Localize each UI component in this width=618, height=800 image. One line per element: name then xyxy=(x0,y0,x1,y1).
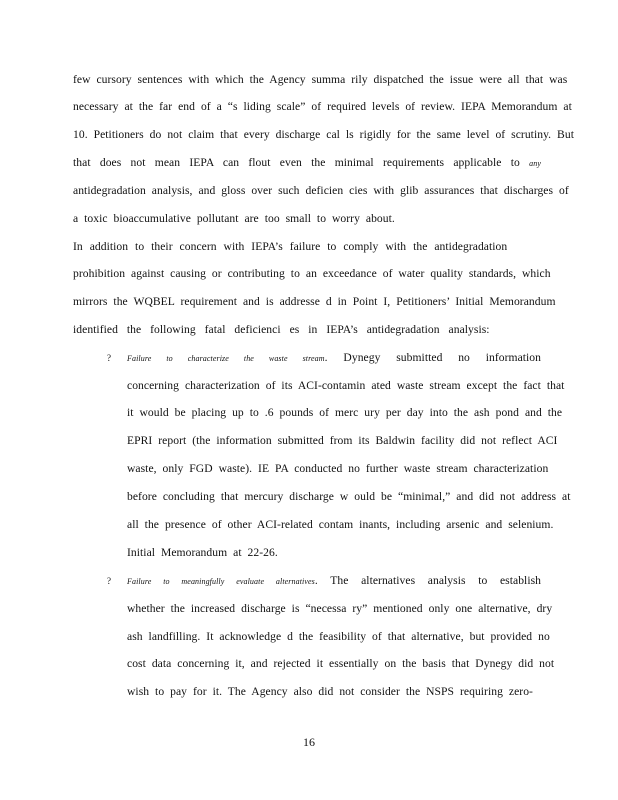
bullet-2-first-rest: . The alternatives analysis to establish xyxy=(314,574,541,587)
paragraph-1-line-4 xyxy=(73,156,541,171)
paragraph-2-line-3: mirrors the WQBEL requirement and is addresse d in Point I, Petitioners’ Initial Memorandum xyxy=(73,295,556,308)
paragraph-1-line-3: 10. Petitioners do not claim that every discharge cal ls rigidly for the same level of scrutiny. But xyxy=(73,128,574,141)
paragraph-1-line-2: necessary at the far end of a “s liding scale” of required levels of review. IEPA Memorandum at xyxy=(73,100,572,113)
emphasis-any: any xyxy=(529,159,541,168)
bullet-1-line-6: before concluding that mercury discharge w ould be “minimal,” and did not address at xyxy=(127,490,571,503)
paragraph-2-line-4: identified the following fatal deficienci es in IEPA’s antidegradation analysis: xyxy=(73,323,490,336)
bullet-2-line-1 xyxy=(127,574,541,589)
bullet-1-line-1 xyxy=(127,351,541,366)
bullet-2-line-4: cost data concerning it, and rejected it essentially on the basis that Dynegy did not xyxy=(127,657,555,670)
bullet-1-line-4: EPRI report (the information submitted from its Baldwin facility did not reflect ACI xyxy=(127,434,558,447)
page-number: 16 xyxy=(303,735,315,749)
paragraph-1-line-6: a toxic bioaccumulative pollutant are too small to worry about. xyxy=(73,212,395,225)
bullet-1-line-3: it would be placing up to .6 pounds of merc ury per day into the ash pond and the xyxy=(127,406,563,419)
paragraph-1-line-1: few cursory sentences with which the Agency summa rily dispatched the issue were all that was xyxy=(73,73,568,86)
bullet-1-first-rest: . Dynegy submitted no information xyxy=(324,351,541,364)
bullet-2-marker: ? xyxy=(107,576,111,586)
bullet-1-line-7: all the presence of other ACI-related contam inants, including arsenic and selenium. xyxy=(127,518,554,531)
paragraph-1-line-4-text: that does not mean IEPA can flout even the minimal requirements applicable to xyxy=(73,156,520,169)
paragraph-2-line-1: In addition to their concern with IEPA’s failure to comply with the antidegradation xyxy=(73,240,508,253)
bullet-2-heading: Failure to meaningfully evaluate alternatives xyxy=(127,577,315,586)
bullet-1-heading: Failure to characterize the waste stream xyxy=(127,354,325,363)
bullet-2-line-5: wish to pay for it. The Agency also did not consider the NSPS requiring zero- xyxy=(127,685,533,698)
bullet-2-line-2: whether the increased discharge is “necessa ry” mentioned only one alternative, dry xyxy=(127,602,553,615)
paragraph-1-line-5: antidegradation analysis, and gloss over such deficien cies with glib assurances that discharges of xyxy=(73,184,569,197)
bullet-1-line-5: waste, only FGD waste). IE PA conducted no further waste stream characterization xyxy=(127,462,549,475)
bullet-1-line-2: concerning characterization of its ACI-contamin ated waste stream except the fact that xyxy=(127,379,565,392)
paragraph-2-line-2: prohibition against causing or contributing to an exceedance of water quality standards, which xyxy=(73,267,551,280)
bullet-1-line-8: Initial Memorandum at 22-26. xyxy=(127,546,278,559)
bullet-2-line-3: ash landfilling. It acknowledge d the feasibility of that alternative, but provided no xyxy=(127,630,550,643)
bullet-1-marker: ? xyxy=(107,353,111,363)
